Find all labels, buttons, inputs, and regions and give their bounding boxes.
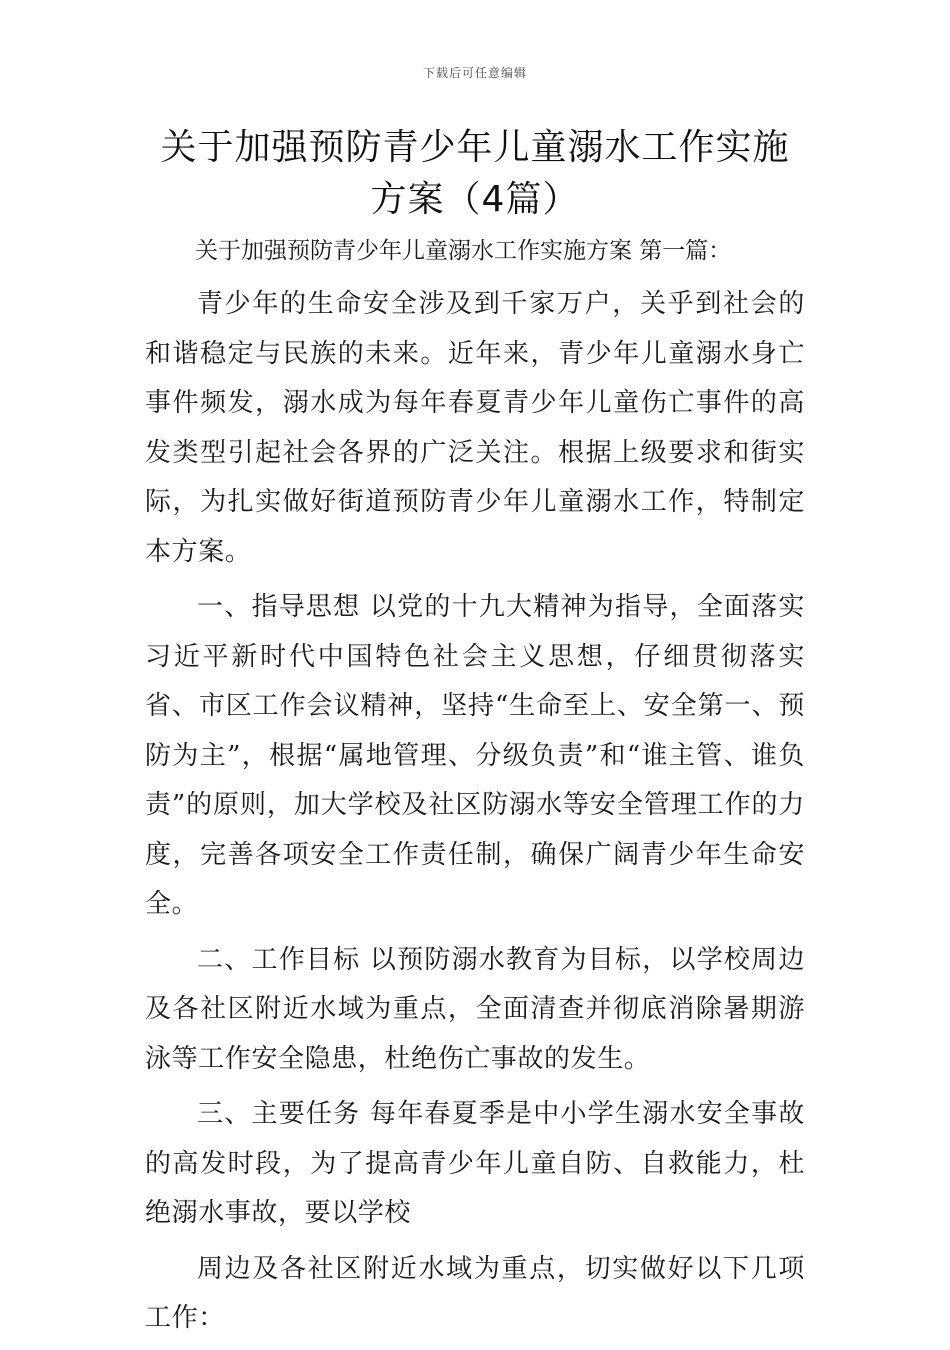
document-title: 关于加强预防青少年儿童溺水工作实施方案（4篇） xyxy=(160,127,790,220)
paragraph-continuation: 周边及各社区附近水域为重点，切实做好以下几项工作： xyxy=(145,1253,805,1333)
header-note: 下载后可任意编辑 xyxy=(422,66,527,80)
paragraph-intro: 青少年的生命安全涉及到千家万户，关乎到社会的和谐稳定与民族的未来。近年来，青少年儿童溺水身亡事件频发，溺水成为每年春夏青少年儿童伤亡事件的高发类型引起社会各界的广泛关注。根据上级要求和街实际，为扎实做好街道预防青少年儿童溺水工作，特制定本方案。 xyxy=(145,289,805,567)
document-body xyxy=(145,280,805,1350)
section-subheading: 关于加强预防青少年儿童溺水工作实施方案 第一篇： xyxy=(195,238,732,264)
paragraph-work-goals: 二、工作目标 以预防溺水教育为目标，以学校周边及各社区附近水域为重点，全面清查并彻底消除暑期游泳等工作安全隐患，杜绝伤亡事故的发生。 xyxy=(145,944,805,1074)
paragraph-main-tasks: 三、主要任务 每年春夏季是中小学生溺水安全事故的高发时段，为了提高青少年儿童自防、自救能力，杜绝溺水事故，要以学校 xyxy=(145,1099,805,1228)
paragraph-guiding-ideology: 一、指导思想 以党的十九大精神为指导，全面落实习近平新时代中国特色社会主义思想，仔细贯彻落实省、市区工作会议精神，坚持“生命至上、安全第一、预防为主”，根据“属地管理、分级负责”和“谁主管、谁负责”的原则，加大学校及社区防溺水等安全管理工作的力度，完善各项安全工作责任制，确保广阔青少年生命安全。 xyxy=(145,592,805,919)
